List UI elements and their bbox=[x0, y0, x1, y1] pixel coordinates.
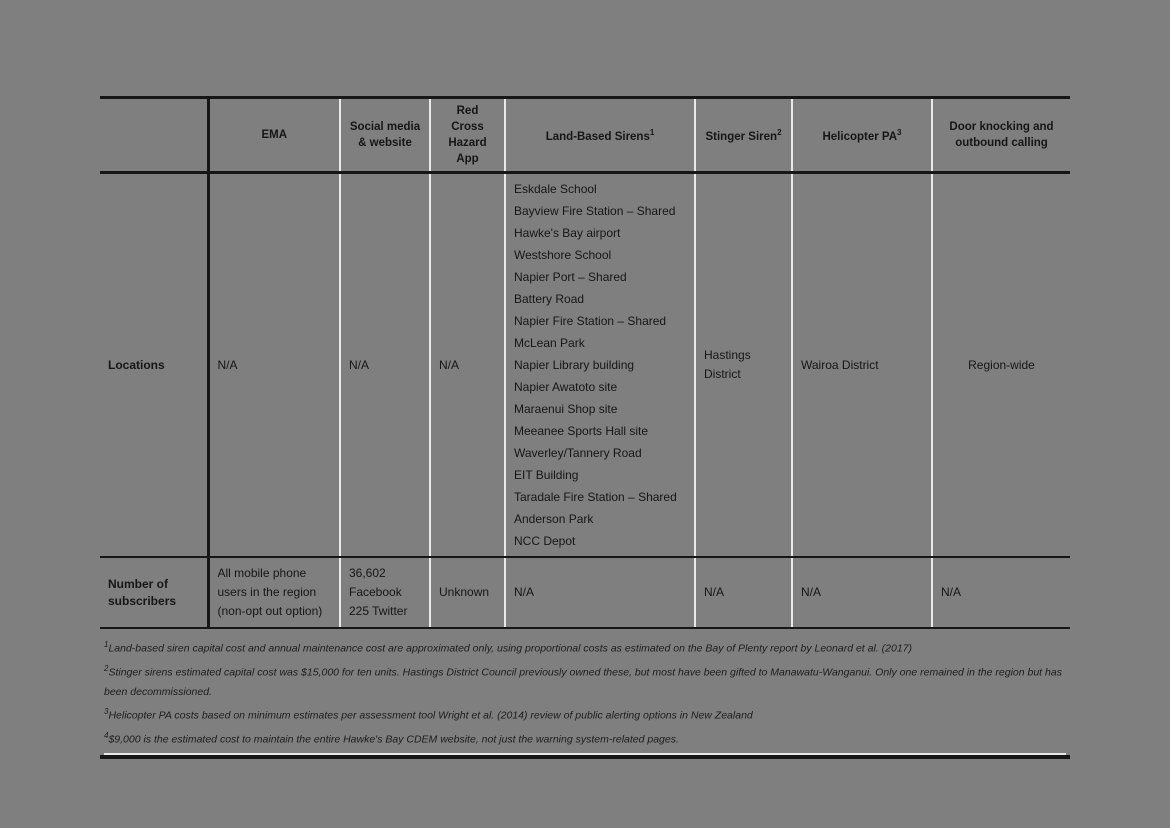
footnote-text: Land-based siren capital cost and annual maintenance cost are approximated only, using proportional costs as estimated on the Bay of Plenty report by Leonard et al. (2017) bbox=[108, 642, 912, 655]
column-header-label: Door knocking and outbound calling bbox=[949, 121, 1054, 149]
column-header-label: EMA bbox=[261, 129, 288, 141]
cell-line: N/A bbox=[349, 357, 370, 372]
table-body bbox=[100, 173, 1070, 629]
footnote-marker: 1 bbox=[649, 128, 655, 138]
cell-locations-red-cross-hazard-app bbox=[430, 173, 505, 558]
cell-line: N/A bbox=[217, 357, 238, 372]
footnote-4 bbox=[104, 726, 1066, 750]
footnotes-cell bbox=[100, 628, 1070, 757]
cell-line: 36,602 Facebook bbox=[349, 566, 402, 599]
cell-line: N/A bbox=[514, 585, 535, 599]
table-row-number-of-subscribers bbox=[100, 557, 1070, 628]
cell-number-of-subscribers-door-knocking-and-outbound-calling bbox=[932, 557, 1070, 628]
row-label-number-of-subscribers: Number of subscribers bbox=[100, 557, 208, 628]
cell-line: Unknown bbox=[439, 585, 490, 599]
column-header-empty bbox=[100, 98, 208, 173]
column-header-label: Helicopter PA bbox=[822, 130, 898, 143]
footnote-text: Stinger sirens estimated capital cost was $15,000 for ten units. Hastings District Council previously owned these, but most have been gifted to Manawatu-Wanganui. Only one remained in the region but has been decommissioned. bbox=[104, 666, 1062, 698]
cell-locations-stinger-siren bbox=[695, 173, 792, 558]
footnote-1 bbox=[104, 635, 1066, 659]
cell-line: NCC Depot bbox=[514, 534, 576, 548]
cell-line: N/A bbox=[439, 357, 460, 372]
cell-number-of-subscribers-land-based-sirens bbox=[505, 557, 695, 628]
cell-line: Hawke's Bay airport bbox=[514, 226, 621, 240]
cell-line: EIT Building bbox=[514, 468, 579, 482]
column-header-ema bbox=[208, 98, 340, 173]
column-header-land-based-sirens bbox=[505, 98, 695, 173]
cell-line: Eskdale School bbox=[514, 182, 597, 196]
column-header-social-media-website bbox=[340, 98, 430, 173]
cell-line: Region-wide bbox=[968, 357, 1035, 372]
cell-line: Maraenui Shop site bbox=[514, 402, 618, 416]
cell-locations-land-based-sirens bbox=[505, 173, 695, 558]
comparison-table bbox=[100, 96, 1070, 759]
cell-number-of-subscribers-helicopter-pa bbox=[792, 557, 932, 628]
footnote-text: $9,000 is the estimated cost to maintain the entire Hawke's Bay CDEM website, not just the warning system-related pages. bbox=[108, 733, 679, 745]
column-header-helicopter-pa bbox=[792, 98, 932, 173]
table-footer bbox=[100, 628, 1070, 757]
header-row bbox=[100, 98, 1070, 173]
column-header-label: Land-Based Sirens bbox=[545, 130, 650, 143]
cell-number-of-subscribers-stinger-siren bbox=[695, 557, 792, 628]
footnote-3 bbox=[104, 702, 1066, 726]
column-header-door-knocking-and-outbound-calling bbox=[932, 98, 1070, 173]
cell-line: Anderson Park bbox=[514, 512, 594, 526]
cell-line: Wairoa District bbox=[801, 357, 879, 372]
cell-line: Napier Library building bbox=[514, 358, 635, 372]
table-row-locations bbox=[100, 173, 1070, 558]
footnote-marker: 1 bbox=[104, 640, 109, 649]
cell-line: 225 Twitter bbox=[349, 604, 408, 618]
cell-line: McLean Park bbox=[514, 336, 585, 350]
warning-systems-table-figure bbox=[100, 96, 1070, 759]
cell-locations-helicopter-pa bbox=[792, 173, 932, 558]
footnotes-row bbox=[100, 628, 1070, 757]
row-label-locations: Locations bbox=[100, 173, 208, 558]
table-header bbox=[100, 98, 1070, 173]
footnote-marker: 4 bbox=[104, 730, 109, 740]
cell-line: Meeanee Sports Hall site bbox=[514, 424, 649, 438]
footnote-marker: 3 bbox=[104, 707, 109, 716]
footnote-marker: 3 bbox=[897, 128, 902, 138]
cell-line: Taradale Fire Station – Shared bbox=[514, 490, 677, 504]
column-header-label: Social media & website bbox=[349, 121, 421, 149]
cell-line: N/A bbox=[801, 585, 822, 599]
footnotes bbox=[104, 635, 1066, 749]
column-header-red-cross-hazard-app bbox=[430, 98, 505, 173]
cell-line: Battery Road bbox=[514, 292, 585, 306]
cell-line: Hastings District bbox=[704, 348, 751, 381]
footnote-text: Helicopter PA costs based on minimum estimates per assessment tool Wright et al. (2014) review of public alerting options in New Zealand bbox=[108, 709, 753, 722]
footnote-bottom-rule bbox=[104, 753, 1066, 755]
cell-line: Napier Awatoto site bbox=[514, 380, 618, 394]
cell-locations-ema bbox=[208, 173, 340, 558]
footnote-marker: 2 bbox=[777, 128, 782, 138]
column-header-label: Stinger Siren bbox=[705, 130, 778, 143]
cell-line: Waverley/Tannery Road bbox=[514, 446, 642, 460]
cell-line: N/A bbox=[941, 585, 962, 599]
cell-line: Westshore School bbox=[514, 248, 612, 262]
cell-locations-social-media-website bbox=[340, 173, 430, 558]
cell-number-of-subscribers-ema bbox=[208, 557, 340, 628]
cell-line: Napier Fire Station – Shared bbox=[514, 314, 667, 328]
column-header-label: Red Cross Hazard App bbox=[448, 105, 487, 165]
cell-line: Bayview Fire Station – Shared bbox=[514, 204, 676, 218]
cell-number-of-subscribers-red-cross-hazard-app bbox=[430, 557, 505, 628]
footnote-2 bbox=[104, 659, 1066, 703]
cell-number-of-subscribers-social-media-website bbox=[340, 557, 430, 628]
cell-line: Napier Port – Shared bbox=[514, 270, 627, 284]
cell-line: N/A bbox=[704, 585, 725, 599]
cell-line: All mobile phone users in the region (non-opt out option) bbox=[217, 566, 323, 618]
cell-locations-door-knocking-and-outbound-calling bbox=[932, 173, 1070, 558]
column-header-stinger-siren bbox=[695, 98, 792, 173]
footnote-marker: 2 bbox=[104, 663, 109, 673]
